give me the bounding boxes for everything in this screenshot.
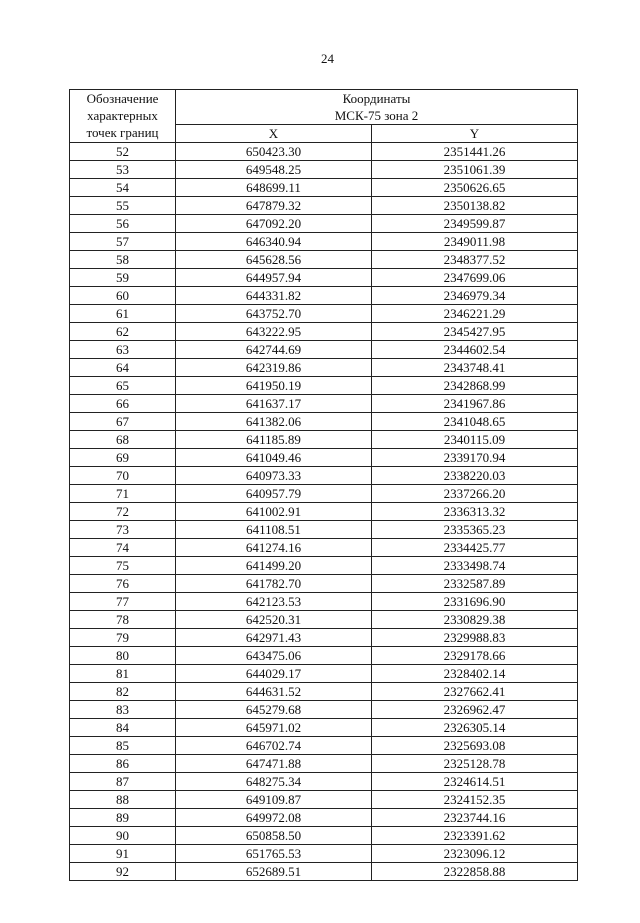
- x-coordinate-cell: 644957.94: [176, 269, 372, 287]
- x-coordinate-cell: 647092.20: [176, 215, 372, 233]
- y-coordinate-cell: 2337266.20: [372, 485, 578, 503]
- y-coordinate-cell: 2350138.82: [372, 197, 578, 215]
- table-row: [70, 467, 578, 485]
- point-number-cell: 79: [70, 629, 176, 647]
- y-coordinate-cell: 2345427.95: [372, 323, 578, 341]
- table-row: [70, 215, 578, 233]
- point-number-cell: 76: [70, 575, 176, 593]
- table-row: [70, 359, 578, 377]
- table-row: [70, 143, 578, 161]
- point-number-cell: 81: [70, 665, 176, 683]
- table-row: [70, 575, 578, 593]
- y-coordinate-cell: 2347699.06: [372, 269, 578, 287]
- x-coordinate-cell: 649109.87: [176, 791, 372, 809]
- point-number-cell: 89: [70, 809, 176, 827]
- point-number-cell: 57: [70, 233, 176, 251]
- table-row: [70, 521, 578, 539]
- point-number-cell: 58: [70, 251, 176, 269]
- table-row: [70, 809, 578, 827]
- x-coordinate-cell: 645279.68: [176, 701, 372, 719]
- point-header-line: точек границ: [86, 125, 159, 140]
- table-row: [70, 377, 578, 395]
- point-number-cell: 63: [70, 341, 176, 359]
- y-column-header: Y: [372, 125, 578, 143]
- x-coordinate-cell: 641185.89: [176, 431, 372, 449]
- y-coordinate-cell: 2324152.35: [372, 791, 578, 809]
- y-coordinate-cell: 2340115.09: [372, 431, 578, 449]
- x-coordinate-cell: 642520.31: [176, 611, 372, 629]
- point-number-cell: 61: [70, 305, 176, 323]
- point-number-cell: 65: [70, 377, 176, 395]
- table-header-row: [70, 90, 578, 125]
- point-number-cell: 78: [70, 611, 176, 629]
- x-coordinate-cell: 645628.56: [176, 251, 372, 269]
- table-row: [70, 413, 578, 431]
- y-coordinate-cell: 2329988.83: [372, 629, 578, 647]
- table-row: [70, 287, 578, 305]
- table-row: [70, 593, 578, 611]
- point-header-line: Обозначение: [86, 91, 159, 106]
- table-row: [70, 773, 578, 791]
- y-coordinate-cell: 2326962.47: [372, 701, 578, 719]
- point-number-cell: 74: [70, 539, 176, 557]
- point-number-cell: 59: [70, 269, 176, 287]
- y-coordinate-cell: 2351441.26: [372, 143, 578, 161]
- y-coordinate-cell: 2342868.99: [372, 377, 578, 395]
- x-coordinate-cell: 642744.69: [176, 341, 372, 359]
- y-coordinate-cell: 2335365.23: [372, 521, 578, 539]
- y-coordinate-cell: 2338220.03: [372, 467, 578, 485]
- x-coordinate-cell: 645971.02: [176, 719, 372, 737]
- point-number-cell: 91: [70, 845, 176, 863]
- x-coordinate-cell: 641950.19: [176, 377, 372, 395]
- table-row: [70, 449, 578, 467]
- x-coordinate-cell: 649548.25: [176, 161, 372, 179]
- x-coordinate-cell: 641382.06: [176, 413, 372, 431]
- point-number-cell: 86: [70, 755, 176, 773]
- table-row: [70, 845, 578, 863]
- y-coordinate-cell: 2346221.29: [372, 305, 578, 323]
- y-coordinate-cell: 2323744.16: [372, 809, 578, 827]
- x-coordinate-cell: 651765.53: [176, 845, 372, 863]
- x-coordinate-cell: 641002.91: [176, 503, 372, 521]
- page-number: 24: [321, 51, 334, 66]
- point-number-cell: 80: [70, 647, 176, 665]
- coordinates-group-header: [176, 90, 578, 125]
- table-row: [70, 323, 578, 341]
- x-coordinate-cell: 650858.50: [176, 827, 372, 845]
- point-number-cell: 82: [70, 683, 176, 701]
- x-coordinate-cell: 644029.17: [176, 665, 372, 683]
- x-coordinate-cell: 650423.30: [176, 143, 372, 161]
- table-row: [70, 305, 578, 323]
- y-coordinate-cell: 2324614.51: [372, 773, 578, 791]
- point-number-cell: 68: [70, 431, 176, 449]
- x-coordinate-cell: 652689.51: [176, 863, 372, 881]
- table-row: [70, 719, 578, 737]
- table-row: [70, 827, 578, 845]
- x-coordinate-cell: 641049.46: [176, 449, 372, 467]
- point-number-cell: 53: [70, 161, 176, 179]
- table-row: [70, 197, 578, 215]
- point-number-cell: 84: [70, 719, 176, 737]
- coords-header-line: Координаты: [342, 91, 411, 106]
- y-coordinate-cell: 2334425.77: [372, 539, 578, 557]
- y-coordinate-cell: 2328402.14: [372, 665, 578, 683]
- point-number-cell: 60: [70, 287, 176, 305]
- table-row: [70, 161, 578, 179]
- y-coordinate-cell: 2339170.94: [372, 449, 578, 467]
- table-row: [70, 611, 578, 629]
- table-row: [70, 791, 578, 809]
- y-coordinate-cell: 2349599.87: [372, 215, 578, 233]
- x-coordinate-cell: 641274.16: [176, 539, 372, 557]
- x-coordinate-cell: 642123.53: [176, 593, 372, 611]
- table-row: [70, 557, 578, 575]
- y-coordinate-cell: 2341048.65: [372, 413, 578, 431]
- y-coordinate-cell: 2346979.34: [372, 287, 578, 305]
- x-coordinate-cell: 643752.70: [176, 305, 372, 323]
- table-row: [70, 395, 578, 413]
- point-number-cell: 85: [70, 737, 176, 755]
- x-coordinate-cell: 644631.52: [176, 683, 372, 701]
- x-coordinate-cell: 649972.08: [176, 809, 372, 827]
- point-number-cell: 56: [70, 215, 176, 233]
- y-coordinate-cell: 2323096.12: [372, 845, 578, 863]
- point-number-cell: 67: [70, 413, 176, 431]
- table-row: [70, 251, 578, 269]
- point-number-cell: 62: [70, 323, 176, 341]
- point-number-cell: 88: [70, 791, 176, 809]
- x-coordinate-cell: 641637.17: [176, 395, 372, 413]
- x-coordinate-cell: 647471.88: [176, 755, 372, 773]
- y-coordinate-cell: 2341967.86: [372, 395, 578, 413]
- y-coordinate-cell: 2330829.38: [372, 611, 578, 629]
- table-row: [70, 269, 578, 287]
- x-column-header: X: [176, 125, 372, 143]
- y-coordinate-cell: 2349011.98: [372, 233, 578, 251]
- table-row: [70, 647, 578, 665]
- y-coordinate-cell: 2332587.89: [372, 575, 578, 593]
- point-number-cell: 87: [70, 773, 176, 791]
- table-row: [70, 485, 578, 503]
- point-number-cell: 73: [70, 521, 176, 539]
- y-coordinate-cell: 2336313.32: [372, 503, 578, 521]
- table-row: [70, 665, 578, 683]
- y-coordinate-cell: 2323391.62: [372, 827, 578, 845]
- x-coordinate-cell: 641499.20: [176, 557, 372, 575]
- x-coordinate-cell: 643475.06: [176, 647, 372, 665]
- point-header-line: характерных: [87, 108, 158, 123]
- y-coordinate-cell: 2325128.78: [372, 755, 578, 773]
- x-coordinate-cell: 648699.11: [176, 179, 372, 197]
- point-number-cell: 70: [70, 467, 176, 485]
- point-number-cell: 64: [70, 359, 176, 377]
- x-coordinate-cell: 640973.33: [176, 467, 372, 485]
- table-row: [70, 863, 578, 881]
- x-coordinate-cell: 640957.79: [176, 485, 372, 503]
- point-number-cell: 55: [70, 197, 176, 215]
- y-coordinate-cell: 2333498.74: [372, 557, 578, 575]
- y-coordinate-cell: 2344602.54: [372, 341, 578, 359]
- y-coordinate-cell: 2331696.90: [372, 593, 578, 611]
- coordinates-table: [69, 89, 578, 881]
- point-number-cell: 66: [70, 395, 176, 413]
- table-row: [70, 431, 578, 449]
- point-number-cell: 72: [70, 503, 176, 521]
- point-number-cell: 92: [70, 863, 176, 881]
- table-row: [70, 701, 578, 719]
- table-body: [70, 143, 578, 881]
- x-coordinate-cell: 644331.82: [176, 287, 372, 305]
- y-coordinate-cell: 2325693.08: [372, 737, 578, 755]
- x-coordinate-cell: 646340.94: [176, 233, 372, 251]
- table-row: [70, 539, 578, 557]
- x-coordinate-cell: 648275.34: [176, 773, 372, 791]
- point-number-cell: 52: [70, 143, 176, 161]
- table-row: [70, 503, 578, 521]
- table-row: [70, 737, 578, 755]
- table-row: [70, 683, 578, 701]
- y-coordinate-cell: 2348377.52: [372, 251, 578, 269]
- point-number-cell: 54: [70, 179, 176, 197]
- point-number-cell: 77: [70, 593, 176, 611]
- point-number-cell: 69: [70, 449, 176, 467]
- y-coordinate-cell: 2350626.65: [372, 179, 578, 197]
- y-coordinate-cell: 2327662.41: [372, 683, 578, 701]
- table-row: [70, 341, 578, 359]
- x-coordinate-cell: 643222.95: [176, 323, 372, 341]
- y-coordinate-cell: 2329178.66: [372, 647, 578, 665]
- x-coordinate-cell: 642971.43: [176, 629, 372, 647]
- point-number-cell: 71: [70, 485, 176, 503]
- y-coordinate-cell: 2322858.88: [372, 863, 578, 881]
- table-row: [70, 179, 578, 197]
- point-designation-header: [70, 90, 176, 143]
- point-number-cell: 83: [70, 701, 176, 719]
- x-coordinate-cell: 642319.86: [176, 359, 372, 377]
- point-number-cell: 90: [70, 827, 176, 845]
- x-coordinate-cell: 641782.70: [176, 575, 372, 593]
- y-coordinate-cell: 2343748.41: [372, 359, 578, 377]
- x-coordinate-cell: 647879.32: [176, 197, 372, 215]
- table-row: [70, 755, 578, 773]
- coords-header-line: МСК-75 зона 2: [334, 108, 419, 123]
- x-coordinate-cell: 641108.51: [176, 521, 372, 539]
- table-row: [70, 233, 578, 251]
- table-row: [70, 629, 578, 647]
- y-coordinate-cell: 2326305.14: [372, 719, 578, 737]
- point-number-cell: 75: [70, 557, 176, 575]
- y-coordinate-cell: 2351061.39: [372, 161, 578, 179]
- x-coordinate-cell: 646702.74: [176, 737, 372, 755]
